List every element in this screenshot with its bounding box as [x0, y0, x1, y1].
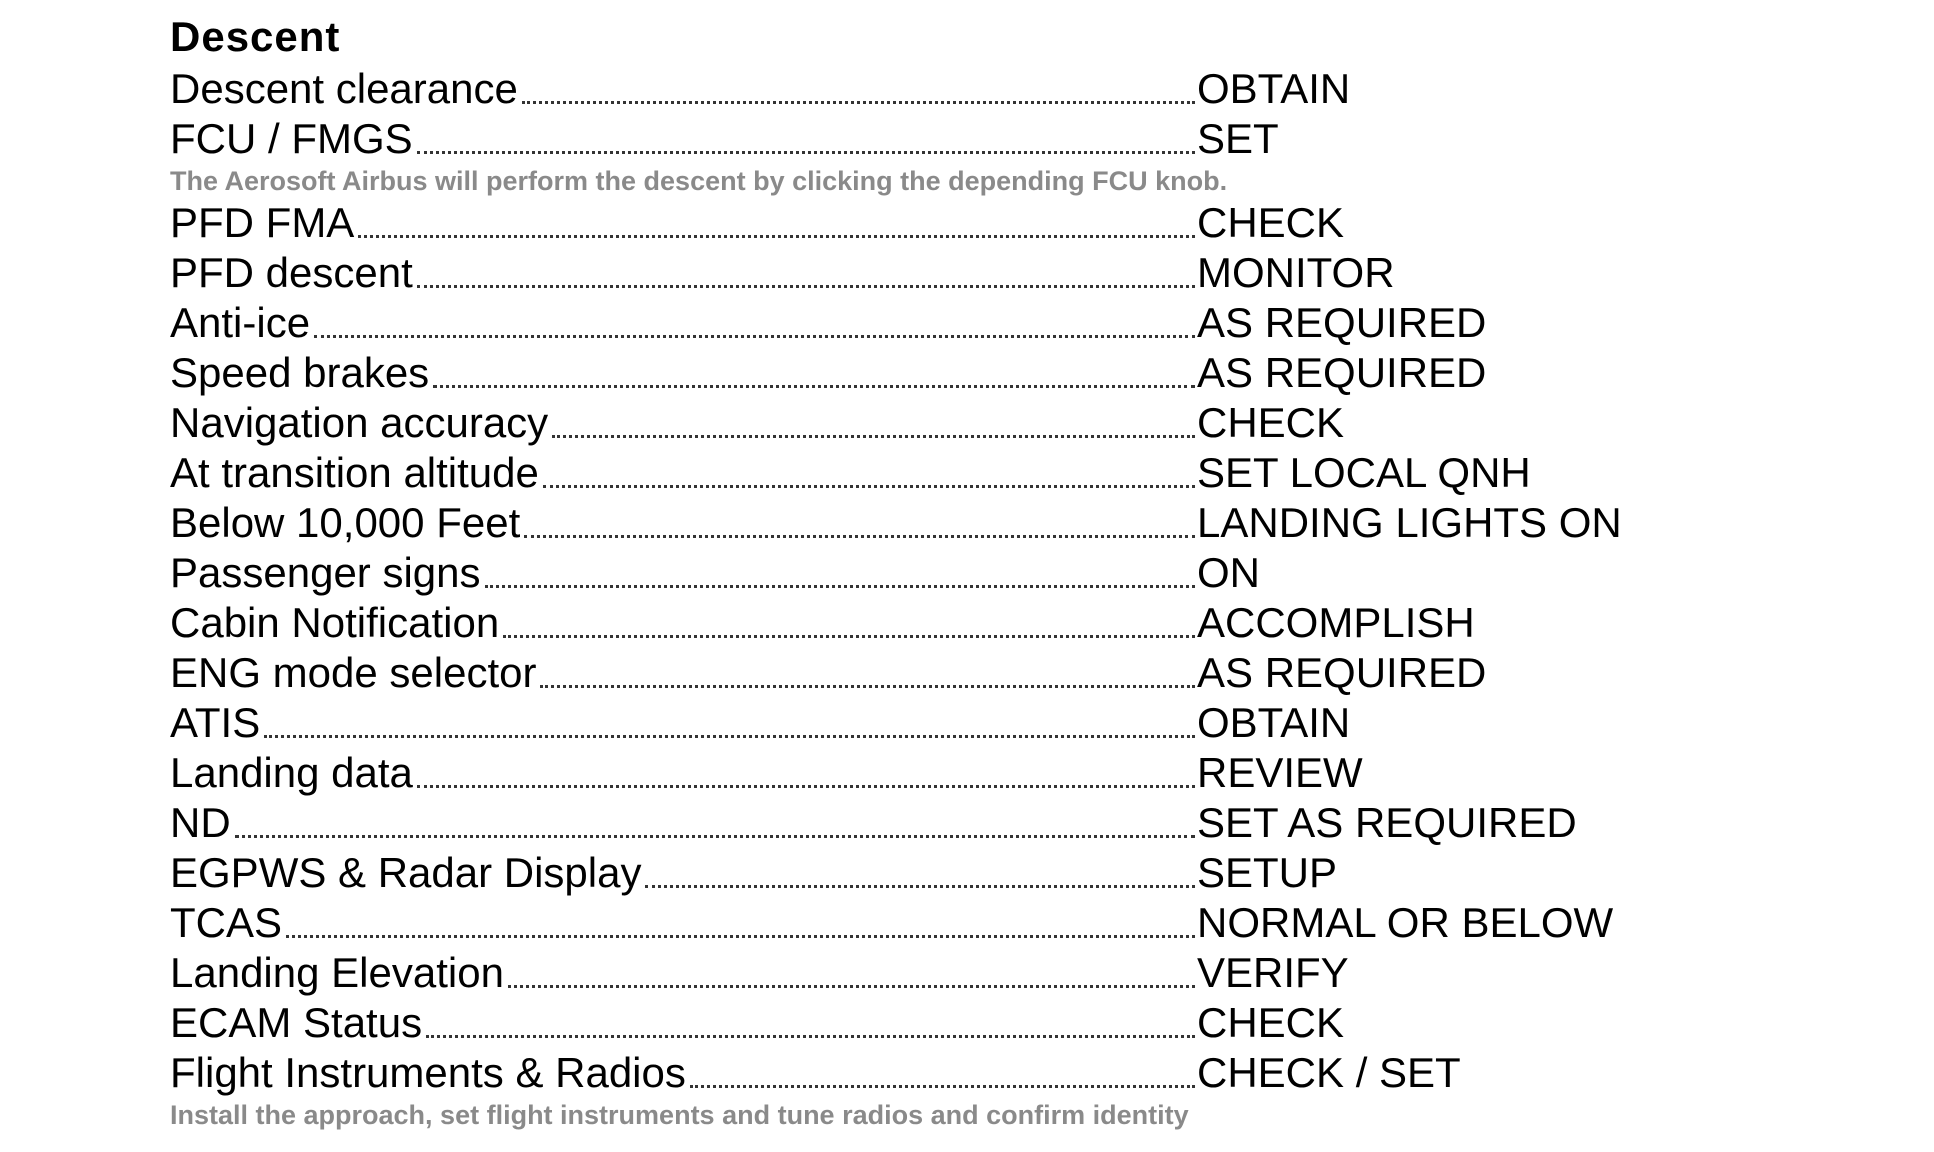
checklist-row: [170, 114, 1730, 164]
checklist-row: [170, 698, 1730, 748]
checklist-item-value: CHECK: [1197, 199, 1345, 246]
checklist-item-label: EGPWS & Radar Display: [170, 849, 642, 896]
checklist-row: [170, 448, 1730, 498]
checklist-row: [170, 798, 1730, 848]
checklist-item-label: Flight Instruments & Radios: [170, 1049, 686, 1096]
dotted-leader: [645, 885, 1195, 888]
checklist-item-value: CHECK: [1197, 999, 1345, 1046]
checklist-item-label: ND: [170, 799, 231, 846]
checklist-row: [170, 898, 1730, 948]
checklist-item-value: REVIEW: [1197, 749, 1363, 796]
checklist-item-label: Anti-ice: [170, 299, 311, 346]
checklist-item-value: AS REQUIRED: [1197, 349, 1487, 396]
checklist-rows: [170, 64, 1730, 1132]
dotted-leader: [503, 635, 1195, 638]
checklist-row: [170, 1048, 1730, 1098]
checklist-item-label: ATIS: [170, 699, 261, 746]
checklist-item-value: AS REQUIRED: [1197, 649, 1487, 696]
checklist-item-value: OBTAIN: [1197, 699, 1351, 746]
checklist-row: [170, 248, 1730, 298]
checklist-row: [170, 548, 1730, 598]
checklist-row: [170, 598, 1730, 648]
checklist-item-label: PFD descent: [170, 249, 413, 296]
descent-checklist: [170, 10, 1730, 1132]
checklist-item-label: Speed brakes: [170, 349, 430, 396]
dotted-leader: [552, 435, 1195, 438]
checklist-note: Install the approach, set flight instruments and tune radios and confirm identity: [170, 1100, 1189, 1130]
dotted-leader: [690, 1085, 1195, 1088]
dotted-leader: [235, 835, 1195, 838]
dotted-leader: [417, 151, 1195, 154]
dotted-leader: [433, 385, 1195, 388]
dotted-leader: [543, 485, 1195, 488]
checklist-item-label: ENG mode selector: [170, 649, 537, 696]
checklist-item-value: SET: [1197, 115, 1279, 162]
checklist-item-value: CHECK / SET: [1197, 1049, 1461, 1096]
checklist-item-value: NORMAL OR BELOW: [1197, 899, 1614, 946]
dotted-leader: [524, 535, 1195, 538]
checklist-row: [170, 348, 1730, 398]
checklist-item-value: SETUP: [1197, 849, 1338, 896]
checklist-item-label: Landing Elevation: [170, 949, 504, 996]
checklist-item-value: SET LOCAL QNH: [1197, 449, 1531, 496]
dotted-leader: [358, 235, 1195, 238]
checklist-item-label: At transition altitude: [170, 449, 539, 496]
dotted-leader: [540, 685, 1195, 688]
dotted-leader: [314, 335, 1195, 338]
dotted-leader: [485, 585, 1195, 588]
dotted-leader: [426, 1035, 1195, 1038]
checklist-row: [170, 398, 1730, 448]
checklist-row: [170, 64, 1730, 114]
checklist-note: The Aerosoft Airbus will perform the descent by clicking the depending FCU knob.: [170, 166, 1228, 196]
checklist-row: [170, 748, 1730, 798]
dotted-leader: [508, 985, 1195, 988]
dotted-leader: [522, 101, 1195, 104]
checklist-row: [170, 498, 1730, 548]
dotted-leader: [417, 285, 1195, 288]
checklist-row: [170, 948, 1730, 998]
checklist-item-value: VERIFY: [1197, 949, 1349, 996]
dotted-leader: [286, 935, 1195, 938]
checklist-row: [170, 998, 1730, 1048]
checklist-item-value: CHECK: [1197, 399, 1345, 446]
checklist-item-label: Descent clearance: [170, 65, 518, 112]
checklist-item-value: ON: [1197, 549, 1260, 596]
checklist-item-label: Below 10,000 Feet: [170, 499, 521, 546]
checklist-row: [170, 298, 1730, 348]
checklist-item-label: Passenger signs: [170, 549, 481, 596]
checklist-row: [170, 848, 1730, 898]
checklist-row: [170, 648, 1730, 698]
section-title: Descent: [170, 13, 341, 60]
checklist-item-label: Landing data: [170, 749, 413, 796]
checklist-row: [170, 198, 1730, 248]
checklist-item-value: SET AS REQUIRED: [1197, 799, 1577, 846]
checklist-item-label: FCU / FMGS: [170, 115, 413, 162]
checklist-item-label: TCAS: [170, 899, 283, 946]
checklist-item-label: ECAM Status: [170, 999, 423, 1046]
dotted-leader: [264, 735, 1195, 738]
checklist-item-value: ACCOMPLISH: [1197, 599, 1475, 646]
checklist-item-value: LANDING LIGHTS ON: [1197, 499, 1622, 546]
dotted-leader: [417, 785, 1195, 788]
checklist-item-value: MONITOR: [1197, 249, 1395, 296]
checklist-item-value: AS REQUIRED: [1197, 299, 1487, 346]
checklist-item-value: OBTAIN: [1197, 65, 1351, 112]
checklist-item-label: Navigation accuracy: [170, 399, 549, 446]
checklist-item-label: PFD FMA: [170, 199, 355, 246]
checklist-item-label: Cabin Notification: [170, 599, 500, 646]
